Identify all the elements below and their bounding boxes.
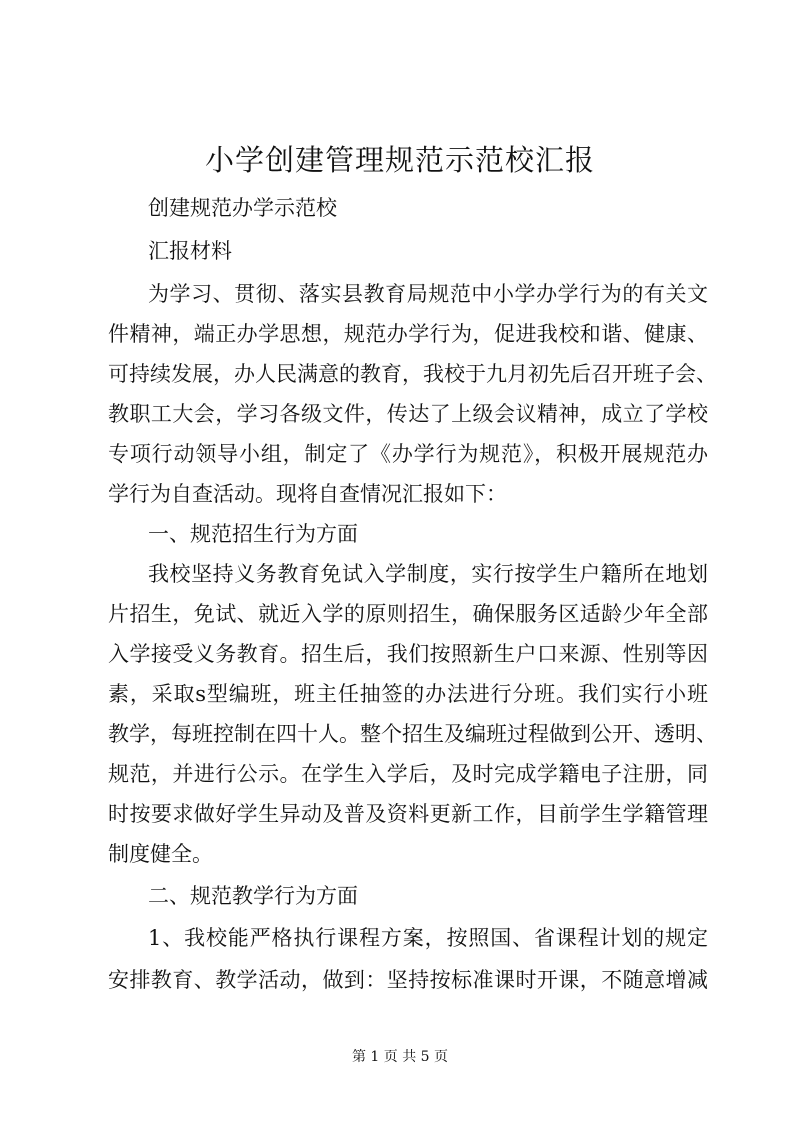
body-line: 片招生，免试、就近入学的原则招生，确保服务区适龄少年全部: [108, 602, 708, 626]
body-line: 教职工大会，学习各级文件，传达了上级会议精神，成立了学校: [108, 402, 708, 426]
body-line: 素，采取s型编班，班主任抽签的办法进行分班。我们实行小班: [108, 682, 708, 706]
body-line: 件精神，端正办学思想，规范办学行为，促进我校和谐、健康、: [108, 322, 708, 346]
body-line: 我校坚持义务教育免试入学制度，实行按学生户籍所在地划: [148, 562, 708, 586]
body-line: 安排教育、教学活动，做到：坚持按标准课时开课，不随意增减: [108, 968, 708, 992]
body-line: 为学习、贯彻、落实县教育局规范中小学办学行为的有关文: [148, 282, 708, 306]
body-line: 规范，并进行公示。在学生入学后，及时完成学籍电子注册，同: [108, 762, 708, 786]
body-line: 可持续发展，办人民满意的教育，我校于九月初先后召开班子会、: [108, 362, 717, 386]
body-line: 时按要求做好学生异动及普及资料更新工作，目前学生学籍管理: [108, 802, 708, 826]
subtitle-line: 创建规范办学示范校: [148, 196, 337, 220]
body-line: 教学，每班控制在四十人。整个招生及编班过程做到公开、透明、: [108, 722, 717, 746]
subtitle-line: 汇报材料: [148, 239, 232, 263]
section-heading: 一、规范招生行为方面: [148, 522, 358, 546]
body-line: 1、我校能严格执行课程方案，按照国、省课程计划的规定: [148, 926, 708, 950]
body-line: 学行为自查活动。现将自查情况汇报如下：: [108, 482, 507, 506]
body-line: 制度健全。: [108, 842, 213, 866]
body-line: 专项行动领导小组，制定了《办学行为规范》，积极开展规范办: [108, 442, 708, 466]
section-heading: 二、规范教学行为方面: [148, 884, 358, 908]
body-line: 入学接受义务教育。招生后，我们按照新生户口来源、性别等因: [108, 642, 708, 666]
document-title: 小学创建管理规范示范校汇报: [204, 143, 595, 177]
page-footer: 第 1 页 共 5 页: [351, 1049, 449, 1065]
